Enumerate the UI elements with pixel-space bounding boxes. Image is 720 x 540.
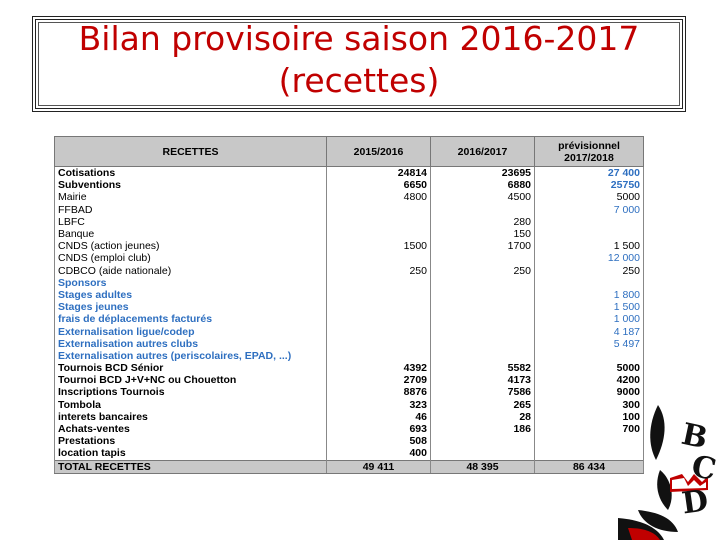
value-previsionnel: 9000	[535, 386, 644, 398]
row-label: Externalisation autres clubs	[55, 338, 327, 350]
value-previsionnel	[535, 277, 644, 289]
table-row	[55, 423, 644, 435]
logo-letter-b: B	[678, 416, 711, 457]
value-previsionnel	[535, 228, 644, 240]
value-previsionnel: 300	[535, 399, 644, 411]
total-2016-2017: 48 395	[431, 460, 535, 473]
value-2015-2016: 8876	[327, 386, 431, 398]
value-2016-2017	[431, 350, 535, 362]
row-label: Subventions	[55, 179, 327, 191]
value-previsionnel	[535, 350, 644, 362]
row-label: Achats-ventes	[55, 423, 327, 435]
total-2015-2016: 49 411	[327, 460, 431, 473]
value-2015-2016: 2709	[327, 374, 431, 386]
table-header-row	[55, 137, 644, 167]
row-label: FFBAD	[55, 204, 327, 216]
value-previsionnel: 27 400	[535, 167, 644, 180]
table-row	[55, 399, 644, 411]
slide-title	[32, 18, 686, 102]
value-2016-2017	[431, 277, 535, 289]
row-label: CNDS (action jeunes)	[55, 240, 327, 252]
value-2016-2017	[431, 338, 535, 350]
value-2016-2017: 7586	[431, 386, 535, 398]
value-previsionnel: 700	[535, 423, 644, 435]
value-previsionnel: 5000	[535, 191, 644, 203]
value-previsionnel	[535, 216, 644, 228]
value-previsionnel: 4200	[535, 374, 644, 386]
value-2016-2017: 150	[431, 228, 535, 240]
value-2016-2017: 250	[431, 265, 535, 277]
row-label: LBFC	[55, 216, 327, 228]
row-label: Tournoi BCD J+V+NC ou Chouetton	[55, 374, 327, 386]
value-2015-2016	[327, 216, 431, 228]
title-line-1: Bilan provisoire saison 2016-2017	[78, 19, 640, 58]
value-2015-2016	[327, 338, 431, 350]
value-2015-2016: 508	[327, 435, 431, 447]
value-2016-2017: 186	[431, 423, 535, 435]
row-label: CDBCO (aide nationale)	[55, 265, 327, 277]
value-2016-2017: 4500	[431, 191, 535, 203]
value-2015-2016: 6650	[327, 179, 431, 191]
value-2016-2017	[431, 447, 535, 460]
table-row	[55, 252, 644, 264]
value-2015-2016: 693	[327, 423, 431, 435]
value-2015-2016	[327, 204, 431, 216]
table-row	[55, 447, 644, 460]
value-2016-2017: 23695	[431, 167, 535, 180]
row-label: Cotisations	[55, 167, 327, 180]
title-line-2: (recettes)	[278, 61, 440, 100]
total-row	[55, 460, 644, 473]
value-previsionnel: 1 000	[535, 313, 644, 325]
value-2016-2017	[431, 325, 535, 337]
value-previsionnel: 25750	[535, 179, 644, 191]
header-previsionnel: prévisionnel 2017/2018	[535, 137, 644, 167]
total-label: TOTAL RECETTES	[55, 460, 327, 473]
value-2015-2016	[327, 289, 431, 301]
table-row	[55, 240, 644, 252]
value-2016-2017	[431, 313, 535, 325]
value-2015-2016: 4392	[327, 362, 431, 374]
row-label: Banque	[55, 228, 327, 240]
table-row	[55, 435, 644, 447]
value-2015-2016	[327, 228, 431, 240]
row-label: Inscriptions Tournois	[55, 386, 327, 398]
value-2016-2017	[431, 289, 535, 301]
row-label: Sponsors	[55, 277, 327, 289]
header-2016-2017: 2016/2017	[431, 137, 535, 167]
row-label: frais de déplacements facturés	[55, 313, 327, 325]
row-label: Mairie	[55, 191, 327, 203]
value-2015-2016	[327, 277, 431, 289]
table-row	[55, 228, 644, 240]
value-2016-2017	[431, 252, 535, 264]
value-2016-2017	[431, 435, 535, 447]
table-row	[55, 338, 644, 350]
value-2015-2016	[327, 252, 431, 264]
value-previsionnel: 4 187	[535, 325, 644, 337]
value-2015-2016: 323	[327, 399, 431, 411]
value-2016-2017: 4173	[431, 374, 535, 386]
row-label: Tournois BCD Sénior	[55, 362, 327, 374]
table-row	[55, 374, 644, 386]
row-label: Tombola	[55, 399, 327, 411]
value-2015-2016: 400	[327, 447, 431, 460]
value-2016-2017	[431, 301, 535, 313]
table-row	[55, 301, 644, 313]
value-2016-2017: 5582	[431, 362, 535, 374]
bcd-club-logo	[598, 400, 720, 540]
table-row	[55, 289, 644, 301]
table-row	[55, 313, 644, 325]
value-2016-2017	[431, 204, 535, 216]
value-previsionnel: 250	[535, 265, 644, 277]
value-2016-2017: 265	[431, 399, 535, 411]
header-2015-2016: 2015/2016	[327, 137, 431, 167]
value-2016-2017: 28	[431, 411, 535, 423]
value-2015-2016: 250	[327, 265, 431, 277]
value-2015-2016: 24814	[327, 167, 431, 180]
value-2015-2016	[327, 325, 431, 337]
table-row	[55, 362, 644, 374]
row-label: Externalisation ligue/codep	[55, 325, 327, 337]
row-label: Stages adultes	[55, 289, 327, 301]
row-label: location tapis	[55, 447, 327, 460]
row-label: Stages jeunes	[55, 301, 327, 313]
logo-letter-d: D	[679, 483, 711, 522]
value-previsionnel: 5000	[535, 362, 644, 374]
value-previsionnel: 1 500	[535, 240, 644, 252]
table-row	[55, 167, 644, 180]
value-2016-2017: 1700	[431, 240, 535, 252]
value-previsionnel: 12 000	[535, 252, 644, 264]
value-previsionnel: 7 000	[535, 204, 644, 216]
row-label: CNDS (emploi club)	[55, 252, 327, 264]
table-row	[55, 277, 644, 289]
logo-letter-c: C	[688, 448, 720, 489]
table-row	[55, 179, 644, 191]
row-label: Externalisation autres (periscolaires, EPAD, ...)	[55, 350, 327, 362]
table-row	[55, 350, 644, 362]
value-previsionnel: 1 800	[535, 289, 644, 301]
header-recettes: RECETTES	[55, 137, 327, 167]
table-row	[55, 216, 644, 228]
table-row	[55, 386, 644, 398]
value-2015-2016	[327, 313, 431, 325]
value-2015-2016: 1500	[327, 240, 431, 252]
table-row	[55, 325, 644, 337]
row-label: interets bancaires	[55, 411, 327, 423]
value-previsionnel: 1 500	[535, 301, 644, 313]
total-previsionnel: 86 434	[535, 460, 644, 473]
table-row	[55, 191, 644, 203]
value-previsionnel: 100	[535, 411, 644, 423]
table-row	[55, 265, 644, 277]
value-2016-2017: 280	[431, 216, 535, 228]
value-2016-2017: 6880	[431, 179, 535, 191]
recettes-table	[54, 136, 644, 474]
table-row	[55, 204, 644, 216]
value-previsionnel: 5 497	[535, 338, 644, 350]
table-row	[55, 411, 644, 423]
value-2015-2016: 46	[327, 411, 431, 423]
row-label: Prestations	[55, 435, 327, 447]
value-2015-2016	[327, 350, 431, 362]
value-2015-2016: 4800	[327, 191, 431, 203]
value-2015-2016	[327, 301, 431, 313]
